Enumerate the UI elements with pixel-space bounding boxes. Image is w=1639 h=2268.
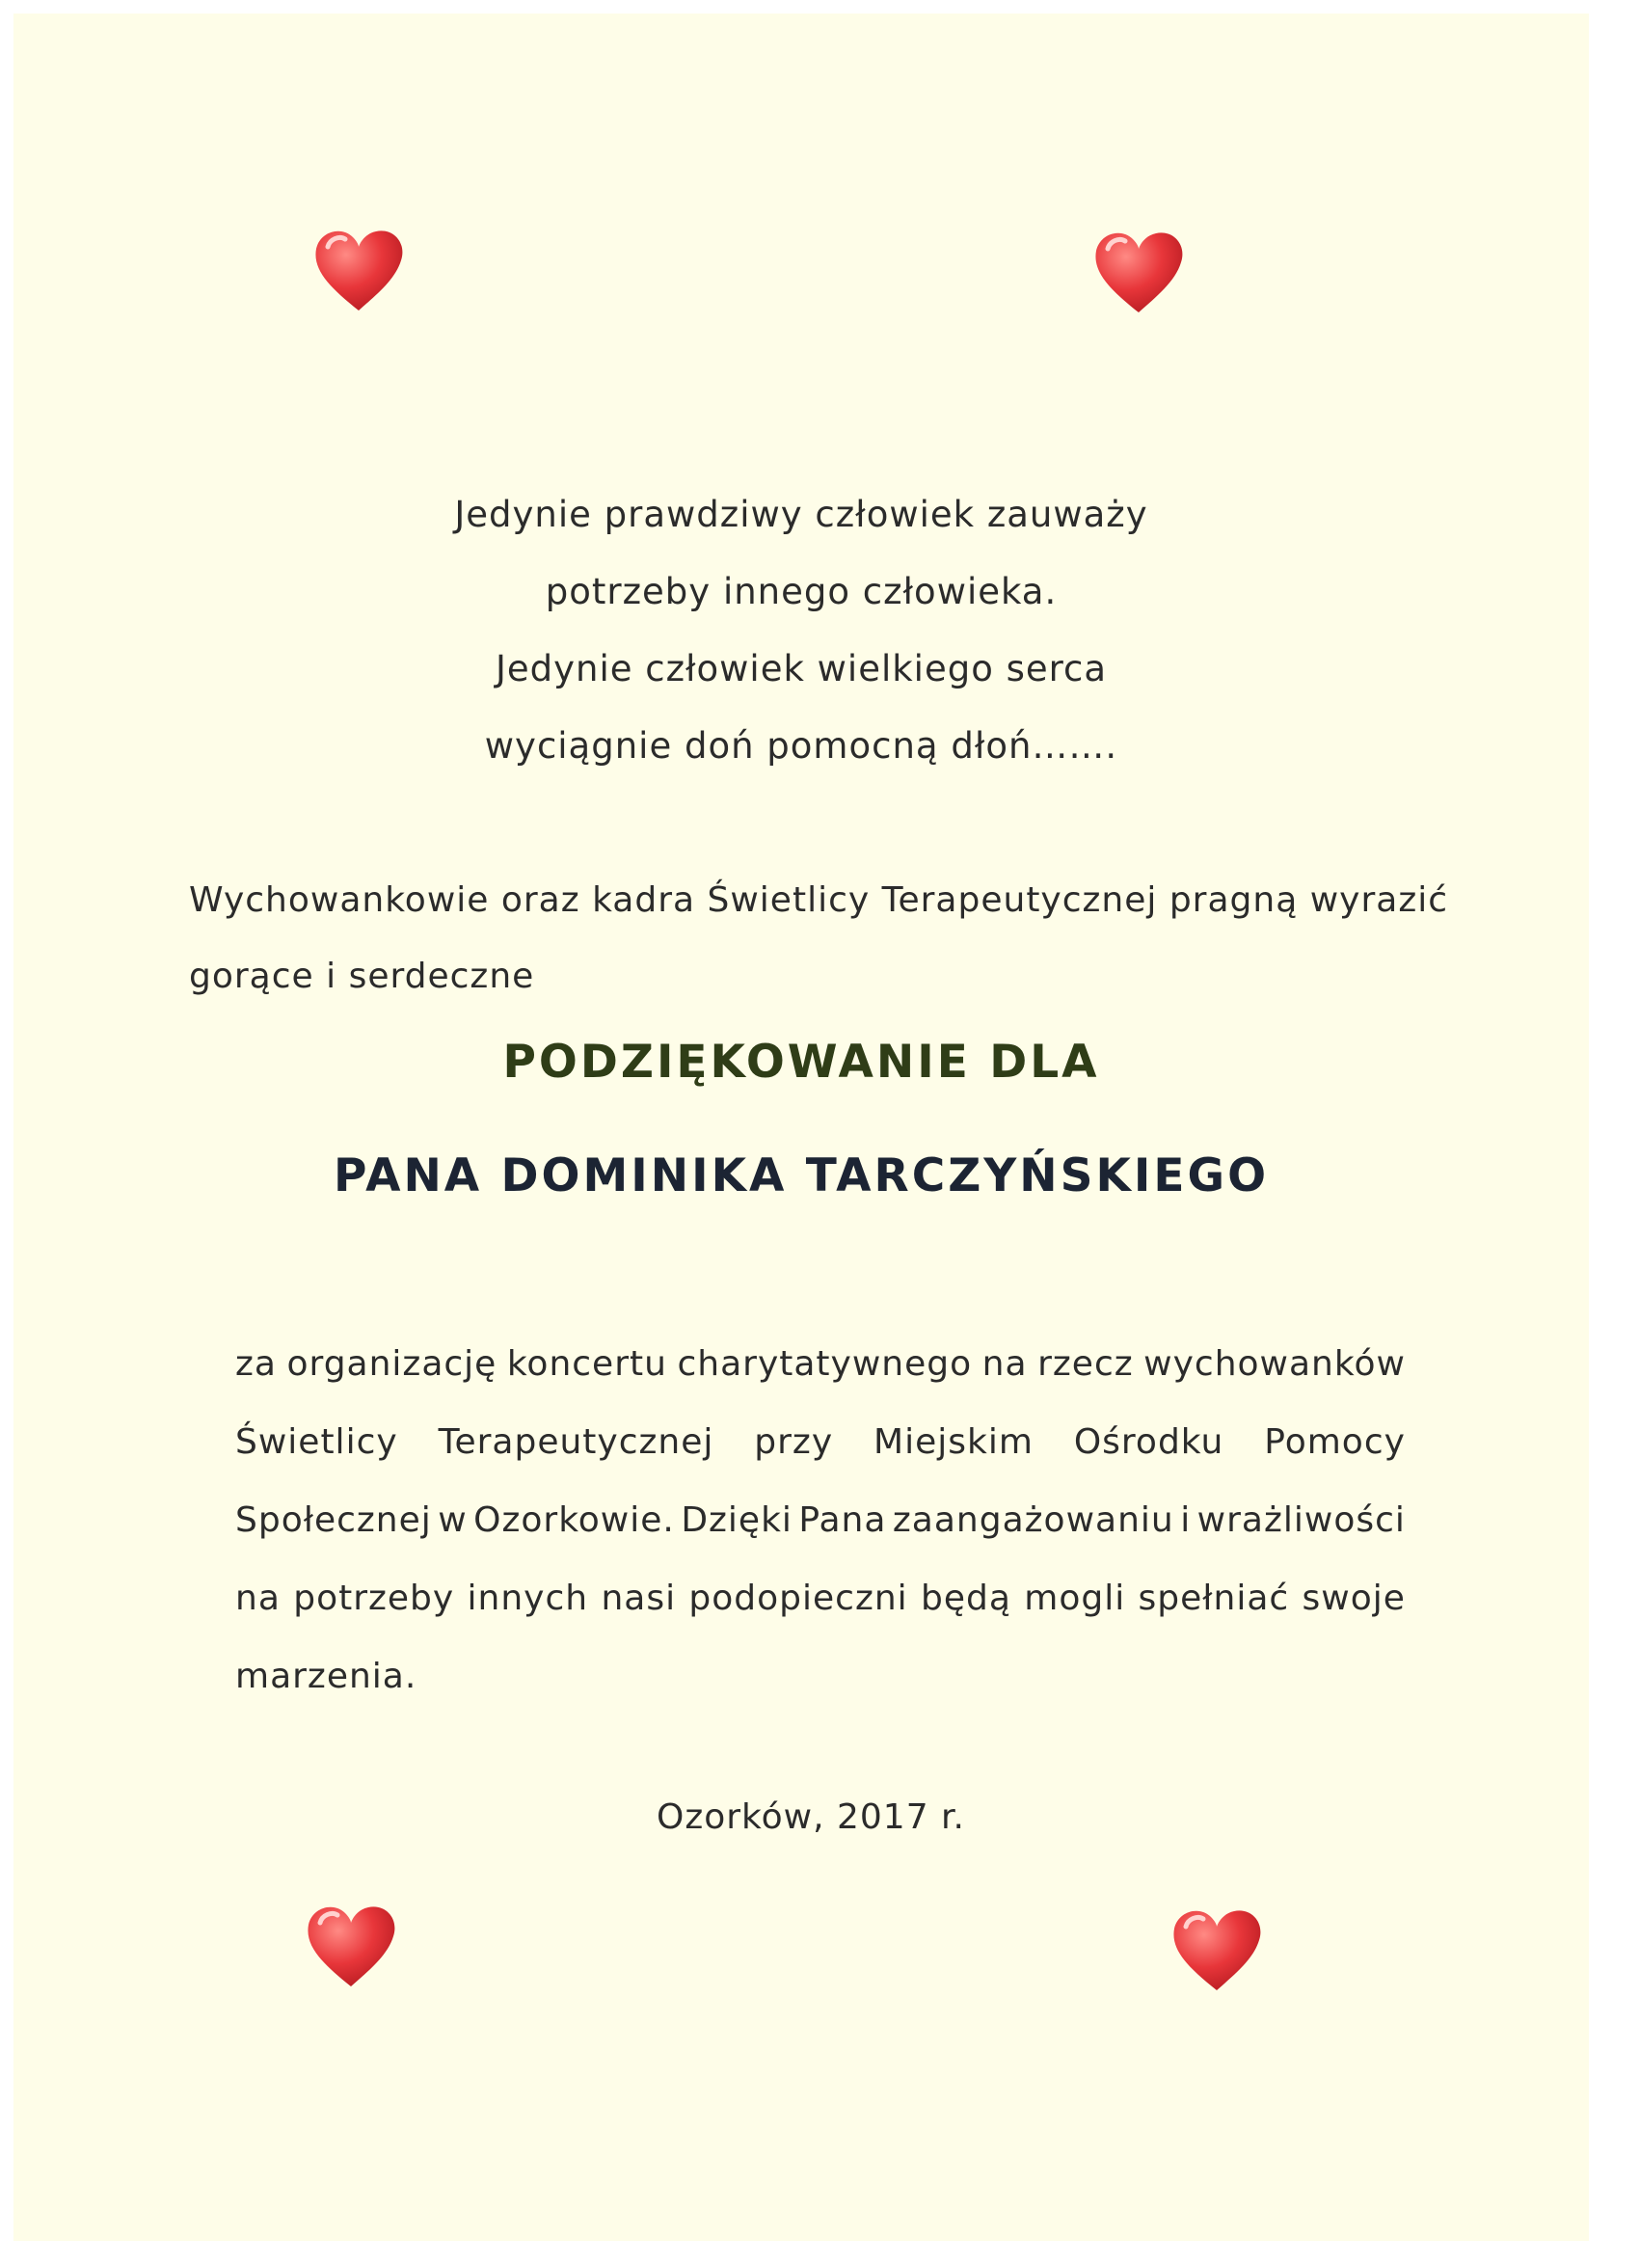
word: marzenia. [235, 1657, 417, 1696]
word: podopieczni [688, 1579, 908, 1618]
heart-icon [1169, 1905, 1265, 1994]
word: na [981, 1344, 1028, 1384]
word: i [1180, 1500, 1192, 1540]
body-line [235, 1559, 1406, 1637]
word: koncertu [506, 1344, 667, 1384]
word: zaangażowaniu [892, 1500, 1174, 1540]
word: swoje [1302, 1579, 1406, 1618]
word: Dzięki [681, 1500, 793, 1540]
body-line [235, 1403, 1406, 1481]
quote-line: wyciągnie doń pomocną dłoń……. [484, 725, 1118, 767]
intro-line: gorące i serdeczne [189, 957, 535, 996]
intro-line: Wychowankowie oraz kadra Świetlicy Terapeutycznej pragną wyrazić [189, 880, 1449, 920]
intro-paragraph [189, 862, 1449, 1014]
word: wychowanków [1143, 1344, 1406, 1384]
word: za [235, 1344, 277, 1384]
word: przy [754, 1422, 834, 1462]
quote-line: Jedynie człowiek wielkiego serca [495, 648, 1108, 689]
word: organizację [286, 1344, 497, 1384]
word: Pana [798, 1500, 887, 1540]
certificate-page [13, 14, 1589, 2241]
word: innych [467, 1579, 589, 1618]
word: Miejskim [873, 1422, 1034, 1462]
body-line [235, 1481, 1406, 1559]
place-date: Ozorków, 2017 r. [657, 1797, 965, 1837]
word: w [438, 1500, 468, 1540]
word: będą [921, 1579, 1011, 1618]
body-line [235, 1637, 1406, 1715]
word: nasi [601, 1579, 677, 1618]
certificate-title: PODZIĘKOWANIE DLA [502, 1036, 1100, 1089]
word: na [235, 1579, 281, 1618]
word: spełniać [1138, 1579, 1290, 1618]
body-line [235, 1325, 1406, 1403]
word: Ośrodku [1073, 1422, 1224, 1462]
word: Terapeutycznej [438, 1422, 714, 1462]
word: Ozorkowie. [473, 1500, 675, 1540]
heart-icon [1090, 228, 1187, 316]
heart-icon [310, 226, 407, 314]
recipient-name: PANA DOMINIKA TARCZYŃSKIEGO [333, 1149, 1270, 1202]
quote-line: Jedynie prawdziwy człowiek zauważy [454, 494, 1148, 535]
word: Społecznej [235, 1500, 432, 1540]
word: rzecz [1037, 1344, 1134, 1384]
word: wrażliwości [1196, 1500, 1406, 1540]
body-paragraph [235, 1325, 1406, 1715]
word: Świetlicy [235, 1422, 398, 1462]
heart-icon [303, 1902, 399, 1990]
word: potrzeby [293, 1579, 455, 1618]
word: charytatywnego [677, 1344, 973, 1384]
word: Pomocy [1264, 1422, 1406, 1462]
quote-line: potrzeby innego człowieka. [545, 571, 1058, 612]
word: mogli [1024, 1579, 1126, 1618]
opening-quote [13, 476, 1589, 785]
